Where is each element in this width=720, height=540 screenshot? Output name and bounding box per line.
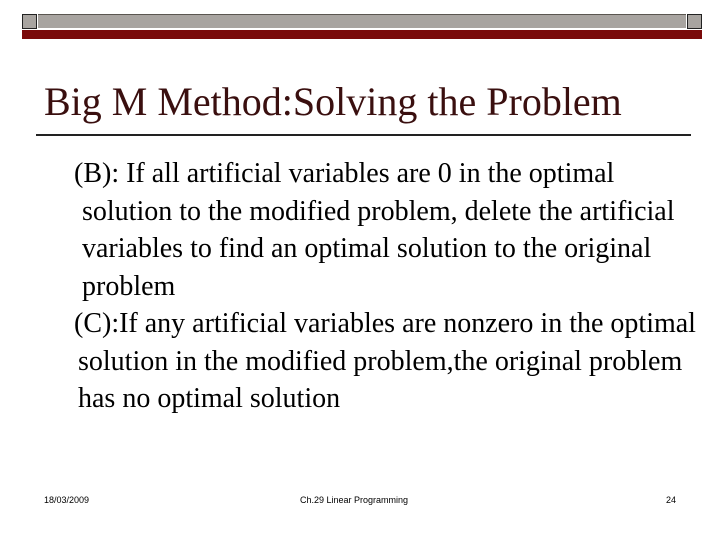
paragraph-c: (C):If any artificial variables are nonzero in the optimal solution in the modified problem,the original problem has no optimal solution: [74, 308, 696, 414]
footer-course: Ch.29 Linear Programming: [300, 495, 409, 505]
top-accent-bar: [22, 30, 702, 39]
footer-page-number: 24: [666, 495, 677, 505]
footer-date: 18/03/2009: [44, 495, 90, 505]
top-right-square: [687, 14, 702, 29]
top-left-square: [22, 14, 37, 29]
slide-body: [62, 155, 702, 418]
top-grey-bar: [38, 14, 686, 28]
paragraph-b: (B): If all artificial variables are 0 in the optimal solution to the modified problem, delete the artificial variables to find an optimal solution to the original problem: [74, 158, 675, 302]
slide-title: Big M Method:Solving the Problem: [44, 79, 622, 124]
title-divider: [36, 134, 691, 136]
